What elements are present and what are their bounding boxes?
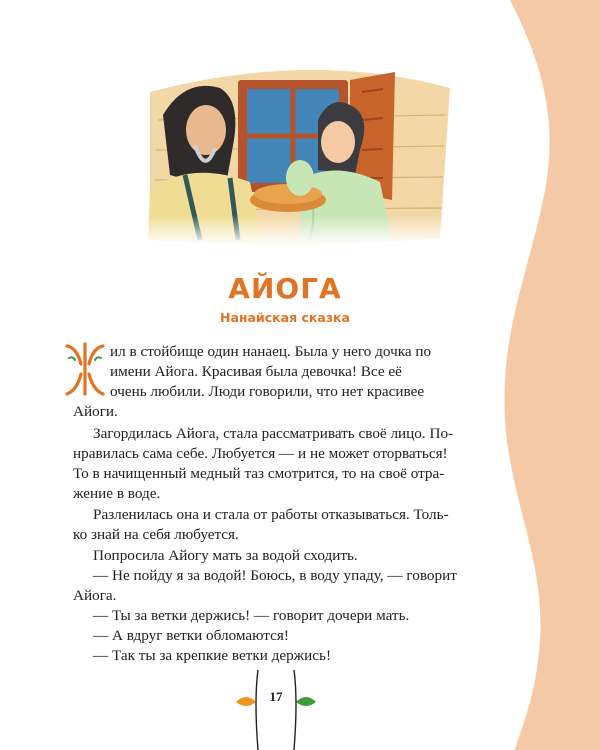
- text-line: Попросила Айогу мать за водой сходить.: [93, 547, 358, 564]
- text-line: — Ты за ветки держись! — говорит дочери мать.: [93, 607, 410, 624]
- text-line: Разленилась она и стала от работы отказываться. Толь-: [93, 506, 449, 523]
- text-line: Загордилась Айога, стала рассматривать своё лицо. По-: [93, 425, 454, 442]
- text-line: — Не пойду я за водой! Боюсь, в воду упаду, — говорит: [93, 567, 457, 584]
- text-line: — Так ты за крепкие ветки держись!: [93, 647, 332, 664]
- text-line: ко знай на себя любуется.: [73, 526, 239, 543]
- text-line: очень любили. Люди говорили, что нет красивее: [110, 383, 425, 400]
- text-line: нравилась сама себе. Любуется — и не может оторваться!: [73, 445, 448, 462]
- page-number: 17: [269, 689, 283, 704]
- story-subtitle: Нанайская сказка: [220, 310, 350, 325]
- text-line: Айоги.: [73, 403, 118, 420]
- story-title: АЙОГА: [228, 272, 342, 305]
- text-line: Айога.: [73, 587, 117, 604]
- text-line: — А вдруг ветки обломаются!: [93, 627, 289, 644]
- text-line: жение в воде.: [73, 485, 161, 502]
- text-line: имени Айога. Красивая была девочка! Все её: [110, 363, 402, 380]
- text-line: ил в стойбище один нанаец. Была у него дочка по: [110, 343, 432, 360]
- text-line: То в начищенный медный таз смотрится, то на своё отра-: [73, 465, 445, 482]
